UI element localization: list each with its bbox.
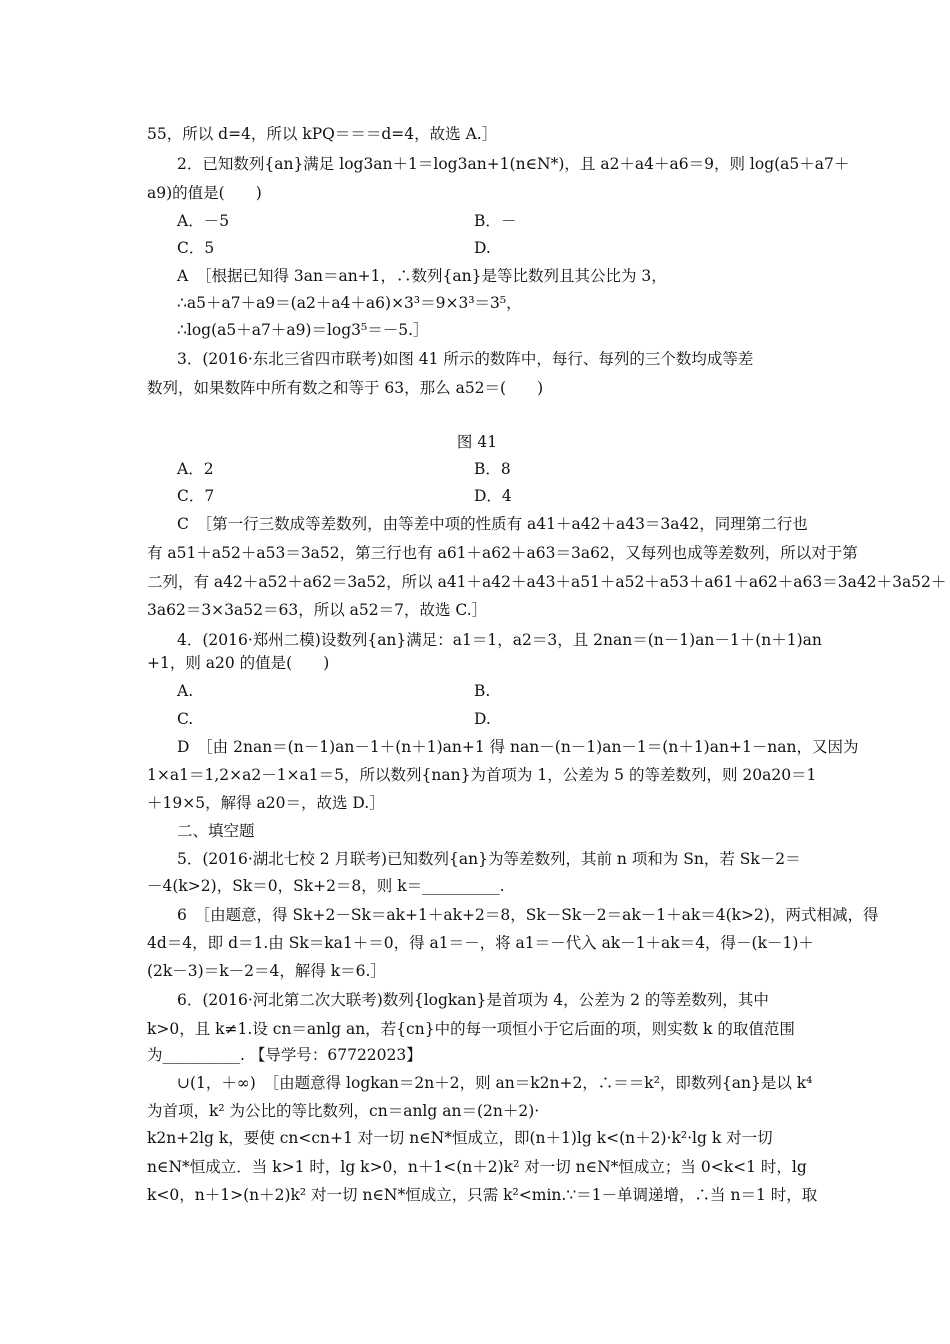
question-6-cont2: 为__________. 【导学号：67722023】 [147,1046,422,1064]
answer-3-line4: 3a62＝3×3a52＝63，所以 a52＝7，故选 C.］ [147,601,488,619]
option-a: A．2 [177,460,214,478]
question-3-cont: 数列，如果数阵中所有数之和等于 63，那么 a52＝( ) [147,379,544,397]
option-b: B. [474,682,491,700]
option-c: C．5 [177,239,215,257]
option-b: B．8 [474,460,511,478]
question-2-cont: a9)的值是( ) [147,184,262,202]
question-4: 4．(2016·郑州二模)设数列{an}满足：a1＝1，a2＝3，且 2nan＝(n－1)an－1＋(n＋1)an [177,631,822,649]
section-heading: 二、填空题 [177,822,255,840]
question-2: 2．已知数列{an}满足 log3an＋1＝log3an+1(n∈N*)，且 a2＋a4＋a6＝9，则 log(a5＋a7＋ [177,155,850,173]
line-1: 55，所以 d=4，所以 kPQ＝＝＝d=4，故选 A.］ [147,125,498,143]
question-6: 6．(2016·河北第二次大联考)数列{logkan}是首项为 4，公差为 2 的等差数列，其中 [177,991,769,1009]
answer-2-line2: ∴a5＋a7＋a9＝(a2＋a4＋a6)×3³＝9×3³＝3⁵， [177,294,522,312]
answer-2: A ［根据已知得 3an＝an+1，∴数列{an}是等比数列且其公比为 3， [177,267,667,285]
question-6-cont: k>0，且 k≠1.设 cn＝anlg an，若{cn}中的每一项恒小于它后面的项，则实数 k 的取值范围 [147,1020,795,1038]
answer-3: C ［第一行三数成等差数列，由等差中项的性质有 a41＋a42＋a43＝3a42，同理第二行也 [177,515,808,533]
answer-6-line5: k<0，n＋1>(n＋2)k² 对一切 n∈N*恒成立，只需 k²<min.∵＝1－单调递增，∴当 n＝1 时，取 [147,1186,818,1204]
option-c: C. [177,710,194,728]
answer-4-line2: 1×a1＝1,2×a2－1×a1＝5，所以数列{nan}为首项为 1，公差为 5 的等差数列，则 20a20＝1 [147,766,817,784]
option-d: D. [474,239,491,257]
answer-6-line2: 为首项，k² 为公比的等比数列，cn＝anlg an＝(2n＋2)· [147,1102,540,1120]
figure-caption: 图 41 [456,433,498,451]
answer-2-line3: ∴log(a5＋a7＋a9)＝log3⁵＝－5.］ [177,321,429,339]
answer-5-line2: 4d＝4，即 d＝1.由 Sk＝ka1＋＝0，得 a1＝－，将 a1＝－代入 ak－1＋ak＝4，得－(k－1)＋ [147,934,814,952]
answer-6-line3: k2n+2lg k，要使 cn<cn+1 对一切 n∈N*恒成立，即(n＋1)lg k<(n＋2)·k²·lg k 对一切 [147,1129,773,1147]
answer-6-line4: n∈N*恒成立．当 k>1 时，lg k>0，n＋1<(n＋2)k² 对一切 n∈N*恒成立；当 0<k<1 时，lg [147,1158,807,1176]
answer-3-line2: 有 a51＋a52＋a53＝3a52，第三行也有 a61＋a62＋a63＝3a62，又每列也成等差数列，所以对于第 [147,544,858,562]
answer-5-line3: (2k－3)＝k－2＝4，解得 k＝6.］ [147,962,386,980]
answer-4: D ［由 2nan＝(n－1)an－1＋(n＋1)an+1 得 nan－(n－1)an－1＝(n＋1)an+1－nan，又因为 [177,738,859,756]
option-b: B．－ [474,212,517,230]
answer-3-line3: 二列，有 a42＋a52＋a62＝3a52，所以 a41＋a42＋a43＋a51＋a52＋a53＋a61＋a62＋a63＝3a42＋3a52＋ [147,573,947,591]
option-c: C．7 [177,487,215,505]
question-4-cont: +1，则 a20 的值是( ) [147,654,330,672]
option-d: D. [474,710,491,728]
answer-4-line3: ＋19×5，解得 a20＝，故选 D.］ [147,794,385,812]
question-3: 3．(2016·东北三省四市联考)如图 41 所示的数阵中，每行、每列的三个数均成等差 [177,350,754,368]
question-5-cont: －4(k>2)，Sk＝0，Sk+2＝8，则 k＝__________. [147,877,505,895]
answer-6: ∪(1，＋∞) ［由题意得 logkan＝2n＋2，则 an＝k2n+2，∴＝＝k²，即数列{an}是以 k⁴ [177,1074,813,1092]
answer-5: 6 ［由题意，得 Sk+2－Sk＝ak+1＋ak+2＝8，Sk－Sk－2＝ak－1＋ak＝4(k>2)，两式相减，得 [177,906,879,924]
option-d: D．4 [474,487,512,505]
question-5: 5．(2016·湖北七校 2 月联考)已知数列{an}为等差数列，其前 n 项和为 Sn，若 Sk－2＝ [177,850,801,868]
option-a: A. [177,682,194,700]
option-a: A．－5 [177,212,230,230]
